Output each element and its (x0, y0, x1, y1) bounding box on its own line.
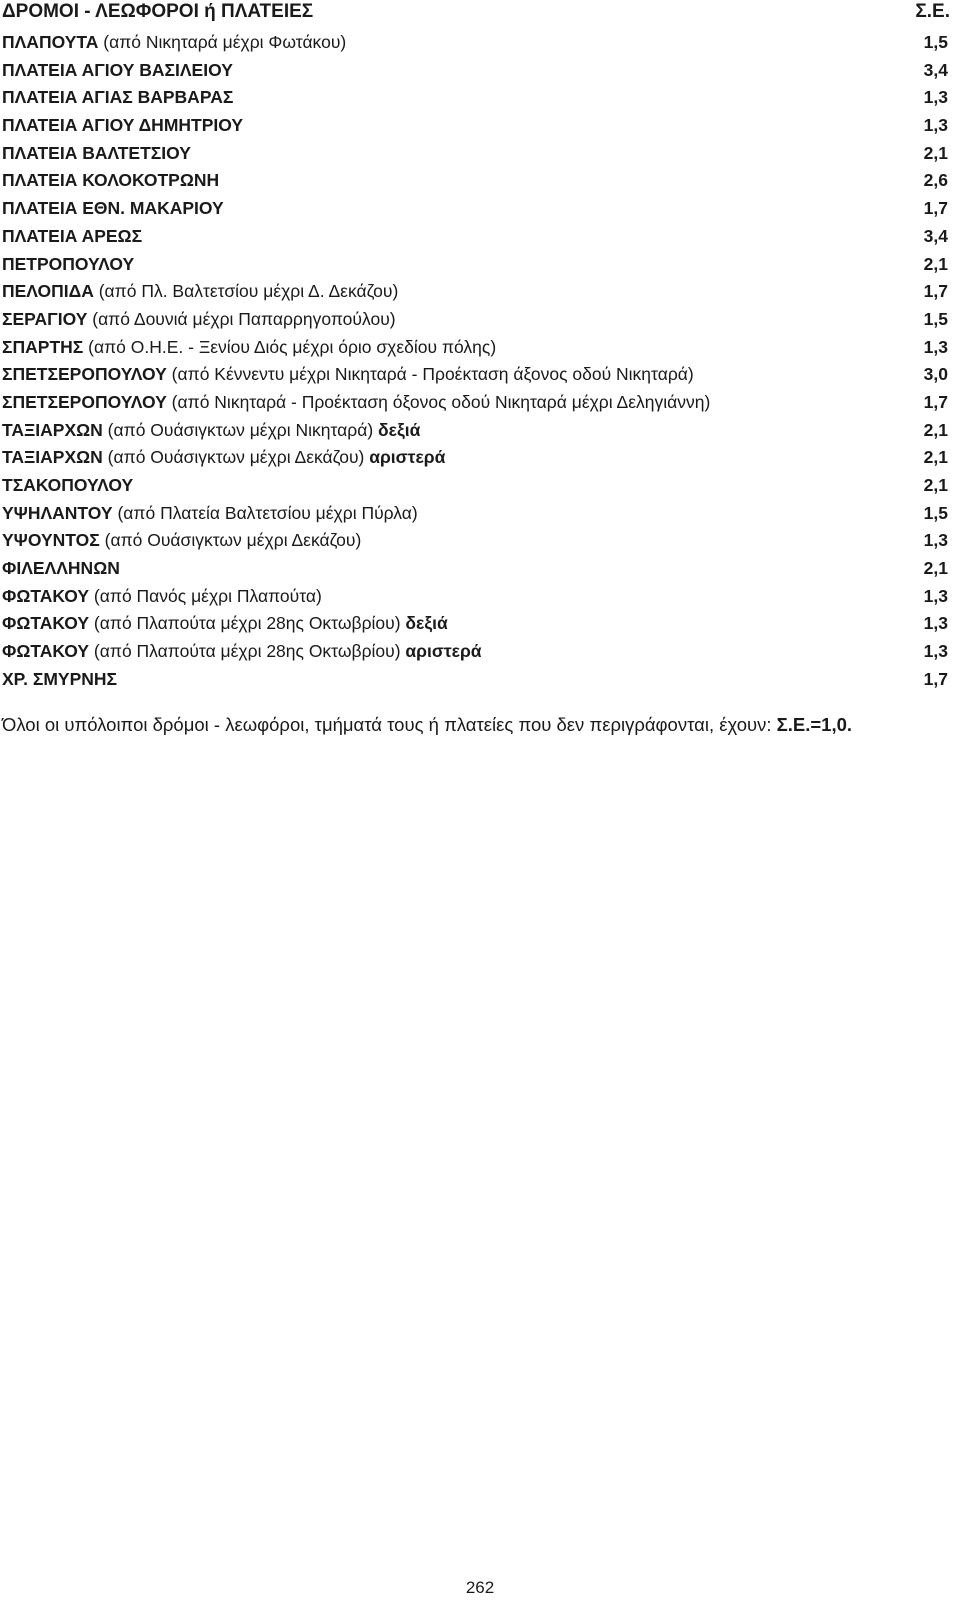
street-side: αριστερά (369, 447, 446, 468)
street-cell (2, 57, 233, 85)
street-cell (2, 361, 694, 389)
footnote (2, 712, 958, 738)
street-segment: (από Ουάσιγκτων μέχρι Δεκάζου) (102, 447, 370, 468)
table-row (2, 223, 948, 251)
street-name: ΣΕΡΑΓΙΟΥ (2, 308, 88, 329)
street-coefficient-table (2, 29, 948, 694)
street-segment: (από Ο.Η.Ε. - Ξενίου Διός μέχρι όριο σχεδίου πόλης) (83, 336, 497, 357)
coefficient-value: 1,5 (923, 502, 948, 523)
street-name: ΦΩΤΑΚΟΥ (2, 641, 90, 662)
coefficient-value: 1,7 (923, 281, 948, 302)
street-side: αριστερά (405, 641, 482, 662)
table-row (2, 29, 948, 57)
street-name: ΠΛΑΤΕΙΑ ΑΓΙΟΥ ΒΑΣΙΛΕΙΟΥ (2, 59, 233, 80)
coefficient-value: 1,3 (923, 530, 948, 551)
coefficient-value: 1,3 (923, 641, 948, 662)
street-side: δεξιά (405, 613, 448, 634)
table-row (2, 57, 948, 85)
street-segment: (από Ουάσιγκτων μέχρι Δεκάζου) (99, 530, 362, 551)
coefficient-value: 3,0 (923, 364, 948, 385)
street-segment: (από Πλ. Βαλτετσίου μέχρι Δ. Δεκάζου) (93, 281, 399, 302)
street-cell (2, 251, 134, 279)
table-row (2, 112, 948, 140)
street-cell (2, 444, 445, 472)
street-cell (2, 29, 346, 57)
table-row (2, 306, 948, 334)
coefficient-value: 2,1 (923, 419, 948, 440)
footnote-default-value: Σ.Ε.=1,0. (776, 714, 853, 735)
table-row (2, 167, 948, 195)
street-cell (2, 638, 482, 666)
street-name: ΠΛΑΠΟΥΤΑ (2, 32, 99, 52)
street-name: ΤΣΑΚΟΠΟΥΛΟΥ (2, 475, 134, 495)
coefficient-value: 1,7 (923, 391, 948, 412)
street-cell (2, 334, 496, 362)
street-cell (2, 306, 396, 334)
street-name: ΦΙΛΕΛΛΗΝΩΝ (2, 558, 120, 579)
street-name: ΧΡ. ΣΜΥΡΝΗΣ (2, 668, 118, 689)
coefficient-value: 1,3 (923, 336, 948, 357)
coefficient-value: 2,1 (923, 253, 948, 274)
table-row (2, 334, 948, 362)
street-name: ΥΨΗΛΑΝΤΟΥ (2, 502, 113, 523)
page-number: 262 (465, 1578, 495, 1597)
header-coefficient: Σ.Ε. (915, 1, 950, 22)
coefficient-value: 2,6 (923, 170, 948, 191)
coefficient-value: 1,3 (923, 585, 948, 606)
street-cell (2, 389, 710, 417)
table-row (2, 500, 948, 528)
street-cell (2, 527, 361, 555)
street-name: ΣΠΕΤΣΕΡΟΠΟΥΛΟΥ (2, 391, 167, 412)
street-name: ΠΕΤΡΟΠΟΥΛΟΥ (2, 253, 135, 274)
street-cell (2, 112, 243, 140)
street-cell (2, 610, 448, 638)
table-row (2, 140, 948, 168)
street-cell (2, 417, 420, 445)
street-segment: (από Δουνιά μέχρι Παπαρρηγοπούλου) (87, 308, 396, 329)
table-row (2, 527, 948, 555)
street-cell (2, 472, 133, 500)
coefficient-value: 1,3 (923, 87, 948, 108)
street-name: ΠΛΑΤΕΙΑ ΒΑΛΤΕΤΣΙΟΥ (2, 142, 191, 163)
table-row (2, 666, 948, 694)
street-cell (2, 278, 398, 306)
street-cell (2, 223, 142, 251)
street-segment: (από Πανός μέχρι Πλαπούτα) (89, 585, 322, 606)
street-name: ΠΛΑΤΕΙΑ ΕΘΝ. ΜΑΚΑΡΙΟΥ (2, 198, 224, 219)
table-row (2, 84, 948, 112)
street-cell (2, 140, 191, 168)
coefficient-value: 1,5 (923, 32, 948, 52)
street-cell (2, 583, 322, 611)
street-cell (2, 666, 117, 694)
street-cell (2, 167, 219, 195)
street-segment: (από Πλαπούτα μέχρι 28ης Οκτωβρίου) (89, 613, 406, 634)
coefficient-value: 3,4 (923, 225, 948, 246)
table-row (2, 195, 948, 223)
table-row (2, 638, 948, 666)
coefficient-value: 1,7 (923, 668, 948, 689)
coefficient-value: 2,1 (923, 142, 948, 163)
coefficient-value: 1,3 (923, 115, 948, 136)
street-name: ΠΛΑΤΕΙΑ ΑΡΕΩΣ (2, 225, 143, 246)
street-segment: (από Πλατεία Βαλτετσίου μέχρι Πύρλα) (112, 502, 418, 523)
table-row (2, 555, 948, 583)
table-row (2, 361, 948, 389)
coefficient-value: 1,7 (923, 198, 948, 219)
coefficient-value: 1,5 (923, 308, 948, 329)
street-name: ΠΛΑΤΕΙΑ ΑΓΙΟΥ ΔΗΜΗΤΡΙΟΥ (2, 115, 244, 136)
street-name: ΠΕΛΟΠΙΔΑ (2, 281, 94, 302)
street-name: ΣΠΕΤΣΕΡΟΠΟΥΛΟΥ (2, 364, 167, 385)
street-name: ΥΨΟΥΝΤΟΣ (2, 530, 100, 551)
street-segment: (από Νικηταρά μέχρι Φωτάκου) (98, 32, 347, 52)
street-name: ΣΠΑΡΤΗΣ (2, 336, 84, 357)
table-row (2, 251, 948, 279)
street-name: ΦΩΤΑΚΟΥ (2, 585, 90, 606)
table-row (2, 278, 948, 306)
street-name: ΦΩΤΑΚΟΥ (2, 613, 90, 634)
street-segment: (από Πλαπούτα μέχρι 28ης Οκτωβρίου) (89, 641, 406, 662)
coefficient-value: 1,3 (923, 613, 948, 634)
header-streets: ΔΡΟΜΟΙ - ΛΕΩΦΟΡΟΙ ή ΠΛΑΤΕΙΕΣ (2, 1, 314, 22)
street-segment: (από Νικηταρά - Προέκταση όξονος οδού Νικηταρά μέχρι Δεληγιάννη) (166, 391, 711, 412)
table-row (2, 610, 948, 638)
street-name: ΠΛΑΤΕΙΑ ΚΟΛΟΚΟΤΡΩΝΗ (2, 170, 220, 191)
street-side: δεξιά (378, 419, 421, 440)
street-cell (2, 195, 224, 223)
street-name: ΤΑΞΙΑΡΧΩΝ (2, 419, 103, 440)
street-cell (2, 500, 418, 528)
footnote-text: Όλοι οι υπόλοιποι δρόμοι - λεωφόροι, τμήματά τους ή πλατείες που δεν περιγράφονται, έχουν: (2, 714, 777, 735)
table-row (2, 389, 948, 417)
street-name: ΤΑΞΙΑΡΧΩΝ (2, 447, 103, 468)
coefficient-value: 2,1 (923, 475, 948, 495)
table-row (2, 583, 948, 611)
street-name: ΠΛΑΤΕΙΑ ΑΓΙΑΣ ΒΑΡΒΑΡΑΣ (2, 87, 234, 108)
table-row (2, 472, 948, 500)
coefficient-value: 2,1 (923, 447, 948, 468)
table-row (2, 417, 948, 445)
coefficient-value: 2,1 (923, 558, 948, 579)
street-cell (2, 555, 120, 583)
table-row (2, 444, 948, 472)
coefficient-value: 3,4 (923, 59, 948, 80)
street-segment: (από Κέννεντυ μέχρι Νικηταρά - Προέκταση άξονος οδού Νικηταρά) (166, 364, 694, 385)
street-cell (2, 84, 233, 112)
table-header (2, 0, 950, 24)
street-segment: (από Ουάσιγκτων μέχρι Νικηταρά) (102, 419, 379, 440)
